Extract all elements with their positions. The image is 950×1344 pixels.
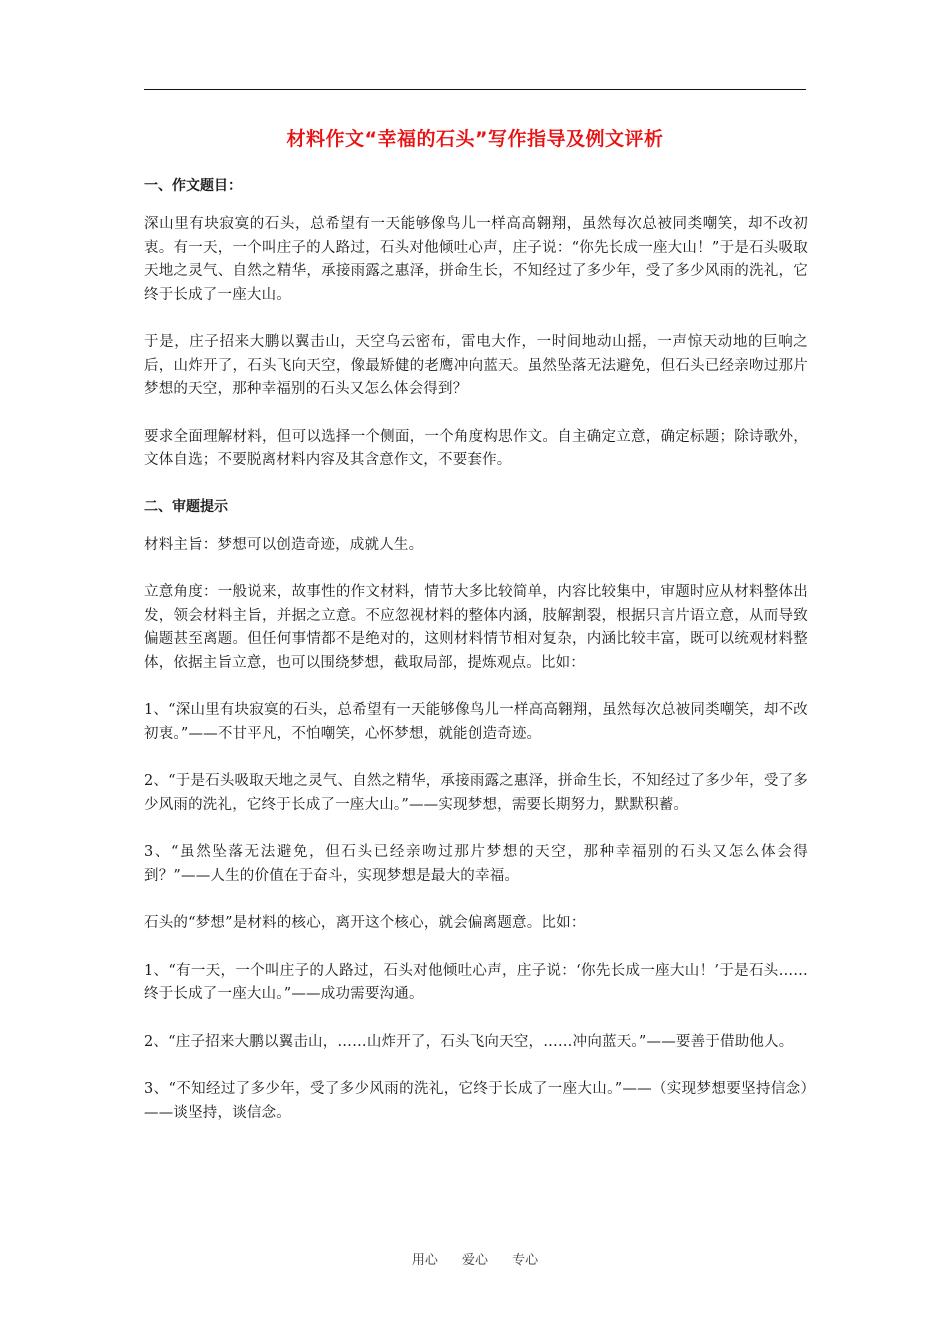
paragraph: 3、“虽然坠落无法避免，但石头已经亲吻过那片梦想的天空，那种幸福别的石头又怎么体会得到？”——人生的价值在于奋斗，实现梦想是最大的幸福。 — [144, 844, 808, 884]
paragraph: 要求全面理解材料，但可以选择一个侧面，一个角度构思作文。自主确定立意，确定标题；除诗歌外，文体自选；不要脱离材料内容及其含意作文，不要套作。 — [144, 428, 808, 468]
footer-text: 专心 — [512, 1253, 539, 1268]
footer-text: 用心 — [411, 1253, 438, 1268]
paragraph: 材料主旨：梦想可以创造奇迹，成就人生。 — [144, 536, 424, 553]
footer-text: 爱心 — [461, 1253, 488, 1268]
section-heading-topic: 一、作文题目： — [144, 178, 242, 194]
paragraph: 1、“深山里有块寂寞的石头，总希望有一天能够像鸟儿一样高高翱翔，虽然每次总被同类嘲笑，却不改初衷。”——不甘平凡，不怕嘲笑，心怀梦想，就能创造奇迹。 — [144, 702, 808, 742]
paragraph: 3、“不知经过了多少年，受了多少风雨的洗礼，它终于长成了一座大山。”——（实现梦想要坚持信念）——谈坚持，谈信念。 — [144, 1081, 808, 1121]
paragraph: 1、“有一天，一个叫庄子的人路过，石头对他倾吐心声，庄子说：‘你先长成一座大山！’于是石头……终于长成了一座大山。”——成功需要沟通。 — [144, 962, 808, 1002]
page-footer — [0, 1249, 950, 1268]
header-rule — [144, 89, 806, 90]
document-title: 材料作文“幸福的石头”写作指导及例文评析 — [286, 128, 664, 150]
paragraph: 石头的“梦想”是材料的核心，离开这个核心，就会偏离题意。比如： — [144, 915, 586, 931]
document-body — [144, 176, 808, 1149]
paragraph: 于是，庄子招来大鹏以翼击山，天空乌云密布，雷电大作，一时间地动山摇，一声惊天动地的巨响之后，山炸开了，石头飞向天空，像最矫健的老鹰冲向蓝天。虽然坠落无法避免，但石头已经亲吻过那片梦想的天空，那种幸福别的石头又怎么体会得到？ — [144, 334, 808, 397]
paragraph: 深山里有块寂寞的石头，总希望有一天能够像鸟儿一样高高翱翔，虽然每次总被同类嘲笑，却不改初衷。有一天，一个叫庄子的人路过，石头对他倾吐心声，庄子说：“你先长成一座大山！”于是石头吸取天地之灵气、自然之精华，承接雨露之惠泽，拼命生长，不知经过了多少年，受了多少风雨的洗礼，它终于长成了一座大山。 — [144, 216, 808, 303]
paragraph: 立意角度：一般说来，故事性的作文材料，情节大多比较简单，内容比较集中，审题时应从材料整体出发，领会材料主旨，并据之立意。不应忽视材料的整体内涵，肢解割裂，根据只言片语立意，从而导致偏题甚至离题。但任何事情都不是绝对的，这则材料情节相对复杂，内涵比较丰富，既可以统观材料整体，依据主旨立意，也可以围绕梦想，截取局部，提炼观点。比如： — [144, 584, 808, 671]
section-heading-hints: 二、审题提示 — [144, 498, 228, 515]
paragraph: 2、“于是石头吸取天地之灵气、自然之精华，承接雨露之惠泽，拼命生长，不知经过了多少年，受了多少风雨的洗礼，它终于长成了一座大山。”——实现梦想，需要长期努力，默默积蓄。 — [144, 773, 808, 813]
paragraph: 2、“庄子招来大鹏以翼击山，……山炸开了，石头飞向天空，……冲向蓝天。”——要善于借助他人。 — [144, 1033, 794, 1050]
